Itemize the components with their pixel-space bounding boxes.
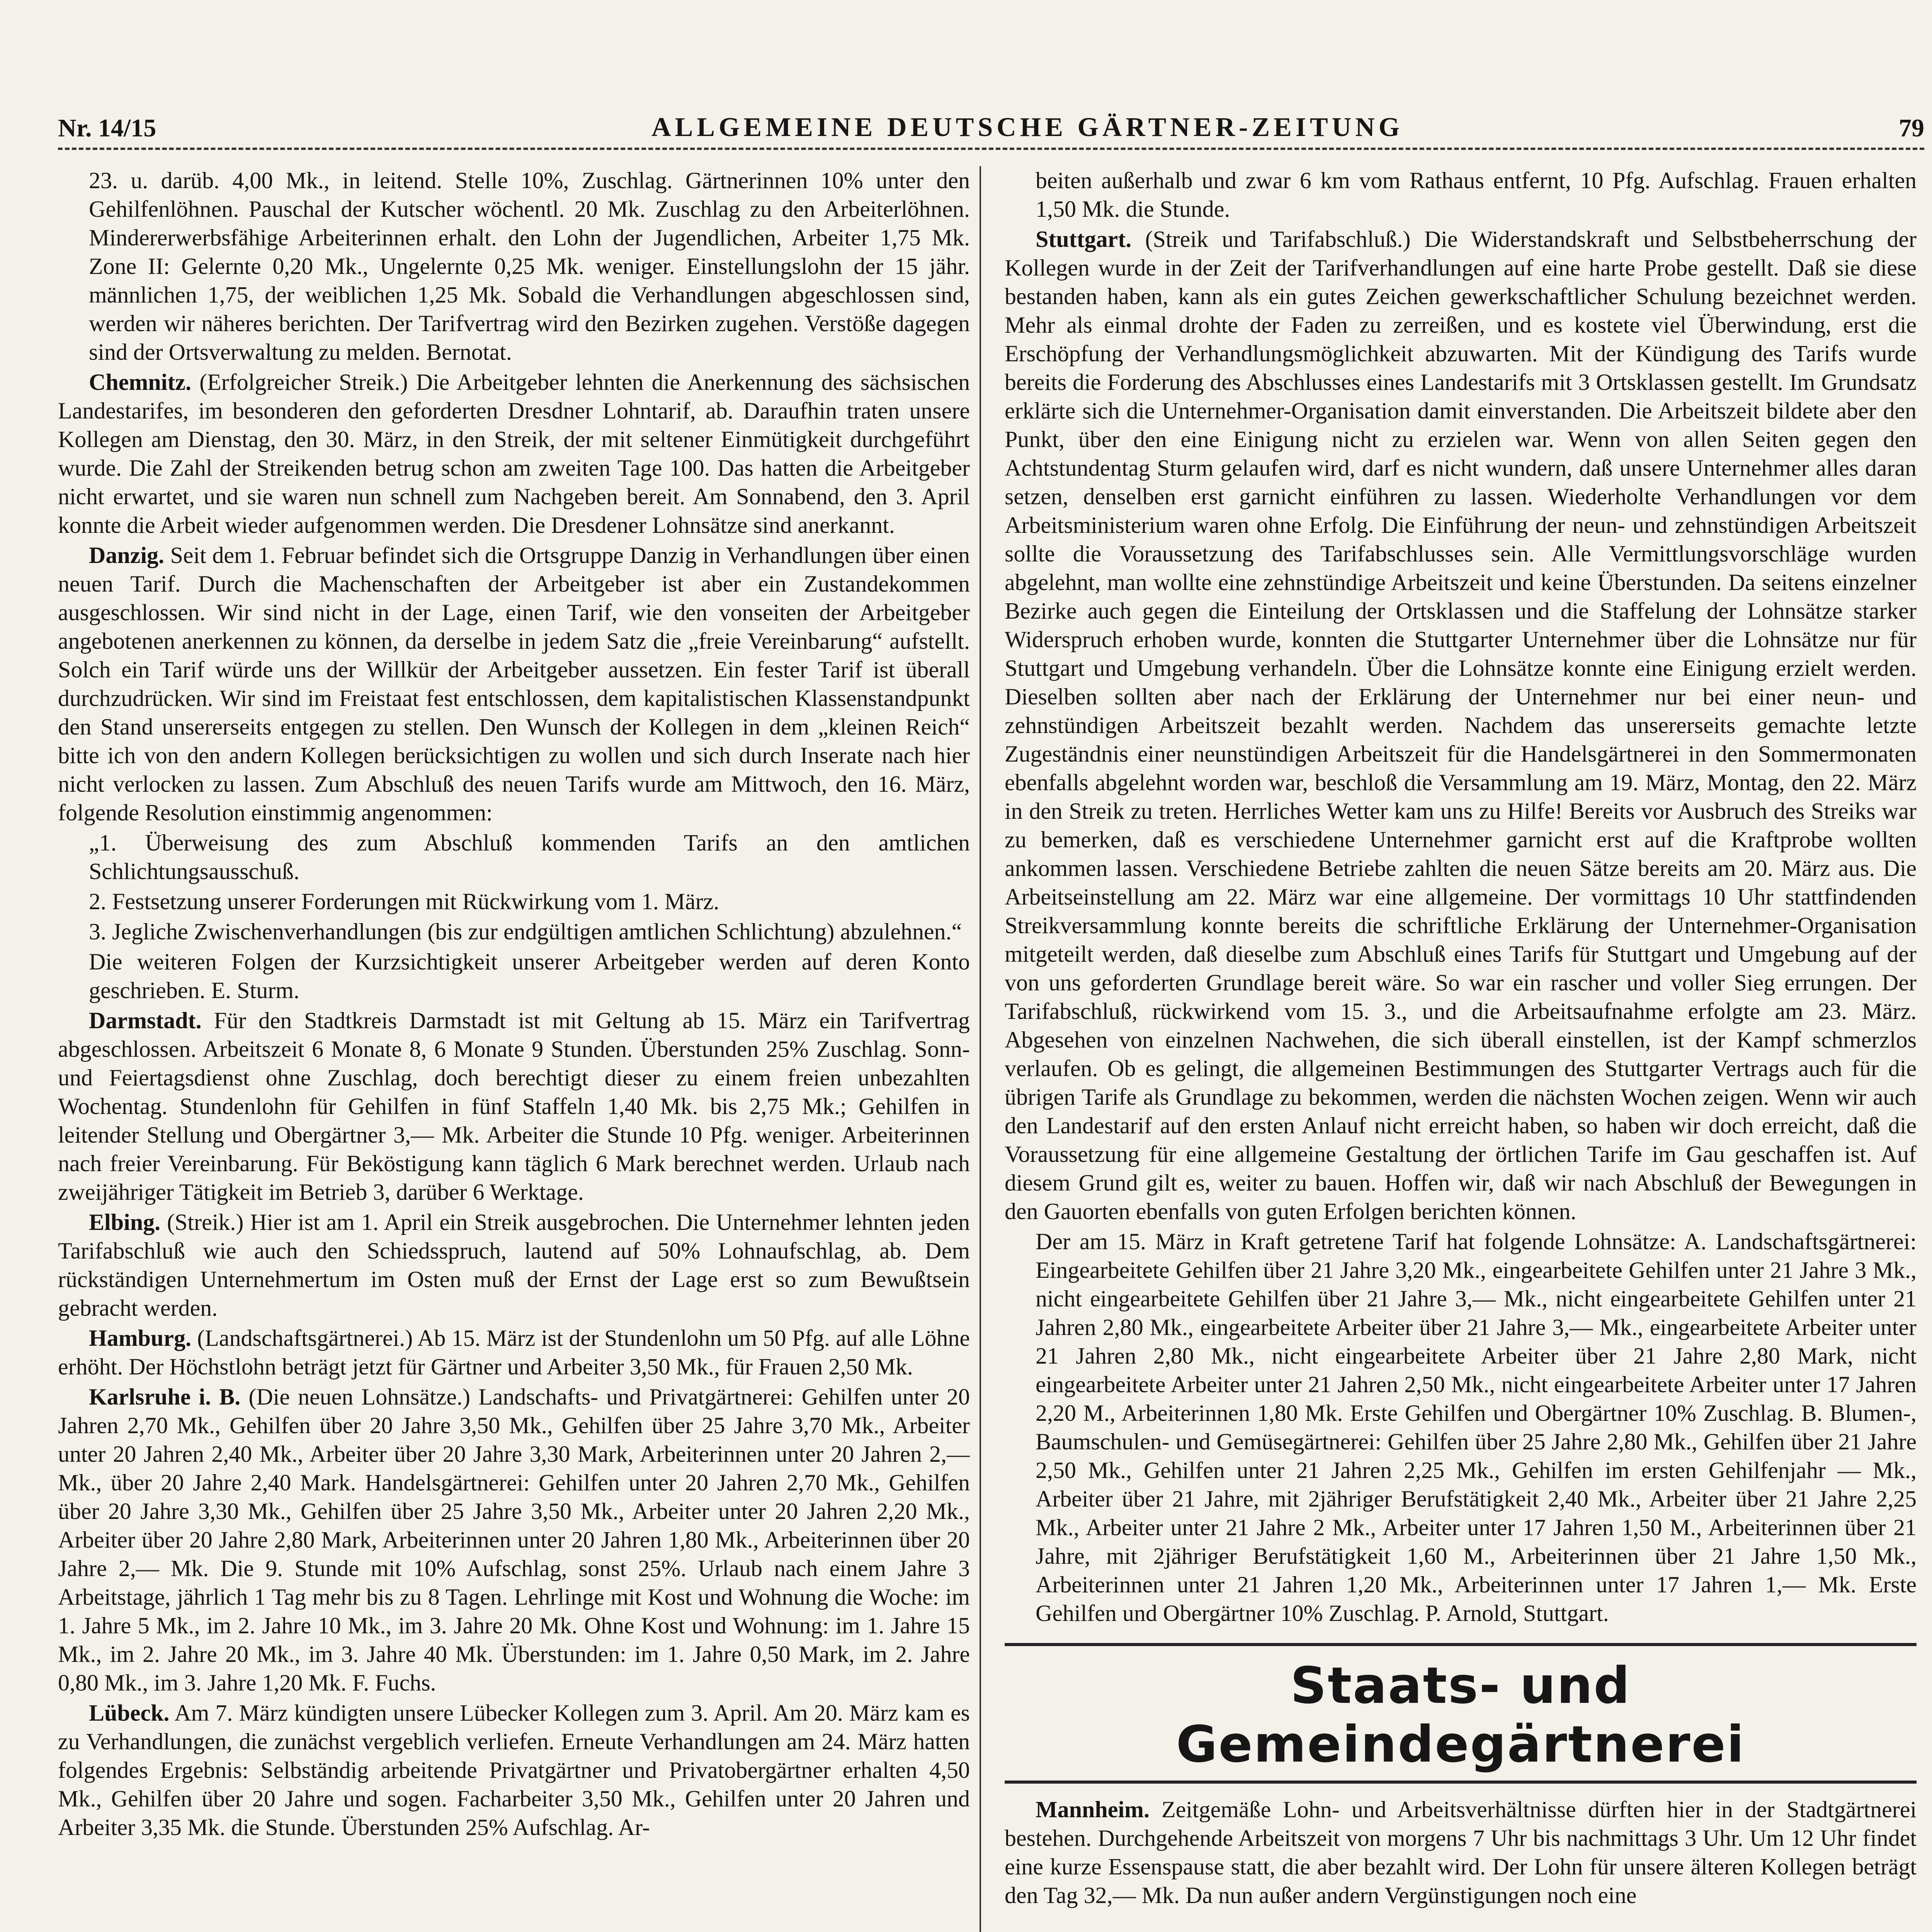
section-articles (1005, 1795, 1917, 1910)
article-location-heading: Stuttgart. (1036, 226, 1132, 252)
article-text: Zeitgemäße Lohn- und Arbeitsverhältnisse dürften hier in der Stadtgärtnerei bestehen. Durchgehende Arbeitszeit von morgens 7 Uhr bis nachmittags 3 Uhr. Um 12 Uhr findet eine kurze Essenspause statt, die aber bezahlt wird. Der Lohn für unsere älteren Kollegen beträgt den Tag 32,— Mk. Da nun außer andern Vergünstigungen noch eine (1005, 1797, 1917, 1908)
article-paragraph (1005, 225, 1917, 1226)
article-location-heading: Chemnitz. (89, 369, 191, 395)
article-paragraph (1005, 1227, 1917, 1628)
article-location-heading: Lübeck. (89, 1700, 170, 1726)
article-text: (Streik und Tarifabschluß.) Die Widerstandskraft und Selbstbeherrschung der Kollegen wurde in der Zeit der Tarifverhandlungen auf eine harte Probe gestellt. Daß sie diese bestanden haben, kann als ein gutes Zeichen gewerkschaftlicher Schulung bezeichnet werden. Mehr als einmal drohte der Faden zu zerreißen, und es kostete viel Überwindung, erst die Erschöpfung der Verhandlungsmöglichkeit abzuwarten. Mit der Kündigung des Tarifs wurde bereits die Forderung des Abschlusses eines Landestarifs mit 3 Ortsklassen gestellt. Im Grundsatz erklärte sich die Unternehmer-Organisation damit einverstanden. Die Arbeitszeit bildete aber den Punkt, über den eine Einigung nicht zu erzielen war. Wenn von allen Seiten gegen den Achtstundentag Sturm gelaufen wird, darf es nicht wundern, daß unsere Unternehmer alles daran setzen, denselben erst garnicht einführen zu lassen. Wiederholte Verhandlungen vor dem Arbeitsministerium waren ohne Erfolg. Die Einführung der neun- und zehnstündigen Arbeitszeit sollte die Voraussetzung des Tarifabschlusses sein. Alle Vermittlungsvorschläge wurden abgelehnt, man wollte eine zehnstündige Arbeitszeit und keine Überstunden. Da seitens einzelner Bezirke auch gegen die Einteilung der Ortsklassen und die Staffelung der Lohnsätze starker Widerspruch erhoben wurde, konnten die Stuttgarter Unternehmer über die Lohnsätze nur für Stuttgart und Umgebung verhandeln. Über die Lohnsätze konnte eine Einigung erzielt werden. Dieselben sollten aber nach der Erklärung der Unternehmer nur bei einer neun- und zehnstündigen Arbeitszeit bezahlt werden. Nachdem das unsererseits gemachte letzte Zugeständnis einer neunstündigen Arbeitszeit für die Handelsgärtnerei in den Sommermonaten ebenfalls abgelehnt worden war, beschloß die Versammlung am 19. März, Montag, den 22. März in den Streik zu treten. Herrliches Wetter kam uns zu Hilfe! Bereits vor Ausbruch des Streiks war zu bemerken, daß es verschiedene Unternehmer garnicht erst auf die Kraftprobe wollten ankommen lassen. Verschiedene Betriebe zahlten die neuen Sätze bereits am 20. März aus. Die Arbeitseinstellung am 22. März war eine allgemeine. Der vormittags 10 Uhr stattfindenden Streikversammlung konnte bereits die schriftliche Erklärung der Unternehmer-Organisation mitgeteilt werden, daß dieselbe zum Abschluß eines Tarifs für Stuttgart und Umgebung auf der von uns geforderten Grundlage bereit wäre. So war ein rascher und voller Sieg errungen. Der Tarifabschluß, rückwirkend vom 15. 3., und die Arbeitsaufnahme erfolgte am 23. März. Abgesehen von einzelnen Nachwehen, die sich überall einstellen, ist der Kampf schmerzlos verlaufen. Ob es gelingt, die allgemeinen Bestimmungen des Stuttgarter Vertrags auch für die übrigen Tarife als Grundlage zu bekommen, werden die nächsten Wochen zeigen. Wenn wir auch den Landestarif auf den ersten Anlauf nicht erreicht haben, so haben wir doch erreicht, daß die Voraussetzung für eine allgemeine Gestaltung der örtlichen Tarife im Gau geschaffen ist. Auf diesem Grund gilt es, weiter zu bauen. Hoffen wir, daß wir nach Abschluß der Bewegungen in den Gauorten ebenfalls von guten Erfolgen berichten können. (1005, 226, 1917, 1224)
article-paragraph (58, 166, 970, 366)
article-location-heading: Danzig. (89, 543, 164, 568)
article-location-heading: Elbing. (89, 1209, 161, 1235)
article-paragraph (58, 1208, 970, 1322)
article-text: Für den Stadtkreis Darmstadt ist mit Geltung ab 15. März ein Tarifvertrag abgeschlossen. Arbeitszeit 6 Monate 8, 6 Monate 9 Stunden. Überstunden 25% Zuschlag. Sonn- und Feiertagsdienst ohne Zuschlag, doch berechtigt dieser zu einem freien unbezahlten Wochentag. Stundenlohn für Gehilfen in fünf Staffeln 1,40 Mk. bis 2,75 Mk.; Gehilfen in leitender Stellung und Obergärtner 3,— Mk. Arbeiter die Stunde 10 Pfg. weniger. Arbeiterinnen nach freier Vereinbarung. Für Beköstigung kann täglich 6 Mark berechnet werden. Urlaub nach zweijähriger Tätigkeit im Betrieb 3, darüber 6 Werktage. (58, 1008, 970, 1205)
article-text: Am 7. März kündigten unsere Lübecker Kollegen zum 3. April. Am 20. März kam es zu Verhandlungen, die zunächst vergeblich verliefen. Erneute Verhandlungen am 24. März hatten folgendes Ergebnis: Selbständig arbeitende Privatgärtner und Privatobergärtner erhalten 4,50 Mk., Gehilfen über 20 Jahre und sogen. Facharbeiter 3,50 Mk., Gehilfen unter 20 Jahren und Arbeiter 3,35 Mk. die Stunde. Überstunden 25% Aufschlag. Ar- (58, 1700, 970, 1840)
article-location-heading: Mannheim. (1036, 1797, 1150, 1822)
issue-number: Nr. 14/15 (58, 114, 156, 142)
article-text: 3. Jegliche Zwischenverhandlungen (bis zur endgültigen amtlichen Schlichtung) abzulehnen.“ (89, 919, 962, 944)
article-text: Der am 15. März in Kraft getretene Tarif hat folgende Lohnsätze: A. Landschaftsgärtnerei: Eingearbeitete Gehilfen über 21 Jahre 3,20 Mk., eingearbeitete Gehilfen unter 21 Jahre 3 Mk., nicht eingearbeitete Gehilfen über 21 Jahre 3,— Mk., nicht eingearbeitete Gehilfen unter 21 Jahren 2,80 Mk., eingearbeitete Arbeiter über 21 Jahre 3,— Mk., eingearbeitete Arbeiter unter 21 Jahren 2,80 Mk., nicht eingearbeitete Arbeiter über 21 Jahre 2,80 Mark, nicht eingearbeitete Arbeiter unter 21 Jahren 2,50 Mk., nicht eingearbeitete Arbeiter unter 17 Jahren 2,20 M., Arbeiterinnen 1,80 Mk. Erste Gehilfen und Obergärtner 10% Zuschlag. B. Blumen-, Baumschulen- und Gemüsegärtnerei: Gehilfen über 25 Jahre 2,80 Mk., Gehilfen über 21 Jahre 2,50 Mk., Gehilfen unter 21 Jahren 2,25 Mk., Gehilfen im ersten Gehilfenjahr — Mk., Arbeiter über 21 Jahre, mit 2jähriger Berufstätigkeit 2,40 Mk., Arbeiter über 21 Jahre 2,25 Mk., Arbeiter unter 21 Jahre 2 Mk., Arbeiter unter 17 Jahren 1,50 M., Arbeiterinnen über 21 Jahre, mit 2jähriger Berufstätigkeit 1,60 M., Arbeiterinnen über 21 Jahre 1,50 Mk., Arbeiterinnen unter 21 Jahren 1,20 Mk., Arbeiterinnen unter 17 Jahren 1,— Mk. Erste Gehilfen und Obergärtner 10% Zuschlag. P. Arnold, Stuttgart. (1036, 1229, 1917, 1626)
newspaper-title: ALLGEMEINE DEUTSCHE GÄRTNER-ZEITUNG (651, 112, 1404, 142)
article-text: (Erfolgreicher Streik.) Die Arbeitgeber lehnten die Anerkennung des sächsischen Landestarifes, im besonderen den geforderten Dresdner Lohntarif, ab. Daraufhin traten unsere Kollegen am Dienstag, den 30. März, in den Streik, der mit seltener Einmütigkeit durchgeführt wurde. Die Zahl der Streikenden betrug schon am zweiten Tage 100. Das hatten die Arbeitgeber nicht erwartet, und sie waren nun schnell zum Nachgeben bereit. Am Sonnabend, den 3. April konnte die Arbeit wieder aufgenommen werden. Die Dresdener Lohnsätze sind anerkannt. (58, 369, 970, 538)
article-text: Die weiteren Folgen der Kurzsichtigkeit unserer Arbeitgeber werden auf deren Konto geschrieben. E. Sturm. (89, 949, 970, 1003)
article-paragraph (58, 1324, 970, 1381)
article-paragraph (58, 541, 970, 827)
article-paragraph (58, 887, 970, 916)
section-heading: Staats- und Gemeindegärtnerei (1005, 1643, 1917, 1784)
article-text: „1. Überweisung des zum Abschluß kommenden Tarifs an den amtlichen Schlichtungsausschuß. (89, 830, 970, 884)
article-paragraph (58, 947, 970, 1005)
left-column (58, 166, 970, 1932)
column-divider (980, 166, 981, 1932)
article-paragraph (58, 917, 970, 946)
article-paragraph (58, 1699, 970, 1842)
article-text: 23. u. darüb. 4,00 Mk., in leitend. Stelle 10%, Zuschlag. Gärtnerinnen 10% unter den Gehilfenlöhnen. Pauschal der Kutscher wöchentl. 20 Mk. Zuschlag zu den Arbeiterlöhnen. Mindererwerbsfähige Arbeiterinnen erhalt. den Lohn der Jugendlichen, Arbeiter 1,75 Mk. Zone II: Gelernte 0,20 Mk., Ungelernte 0,25 Mk. weniger. Einstellungslohn der 15 jähr. männlichen 1,75, der weiblichen 1,25 Mk. Sobald die Verhandlungen abgeschlossen sind, werden wir näheres berichten. Der Tarifvertrag wird den Bezirken zugehen. Verstöße dagegen sind der Ortsverwaltung zu melden. Bernotat. (89, 168, 970, 365)
article-text: beiten außerhalb und zwar 6 km vom Rathaus entfernt, 10 Pfg. Aufschlag. Frauen erhalten 1,50 Mk. die Stunde. (1036, 168, 1917, 222)
article-location-heading: Karlsruhe i. B. (89, 1384, 241, 1410)
article-text: 2. Festsetzung unserer Forderungen mit Rückwirkung vom 1. März. (89, 889, 719, 914)
right-column (1005, 166, 1917, 1932)
article-location-heading: Hamburg. (89, 1325, 192, 1351)
article-paragraph (58, 368, 970, 539)
article-text: (Streik.) Hier ist am 1. April ein Streik ausgebrochen. Die Unternehmer lehnten jeden Tarifabschluß wie auch den Schiedsspruch, lautend auf 50% Lohnaufschlag, ab. Dem rückständigen Unternehmertum im Osten muß der Ernst der Lage erst so zum Bewußtsein gebracht werden. (58, 1209, 970, 1321)
right-column-articles (1005, 166, 1917, 1628)
article-paragraph (1005, 166, 1917, 223)
page-header (58, 100, 1924, 150)
article-location-heading: Darmstadt. (89, 1008, 202, 1033)
article-paragraph (1005, 1795, 1917, 1910)
article-text: (Die neuen Lohnsätze.) Landschafts- und Privatgärtnerei: Gehilfen unter 20 Jahren 2,70 Mk., Gehilfen über 20 Jahre 3,50 Mk., Gehilfen über 25 Jahre 3,70 Mk., Arbeiter unter 20 Jahren 2,40 Mk., Arbeiter über 20 Jahre 3,30 Mark, Arbeiterinnen unter 20 Jahren 2,— Mk., über 20 Jahre 2,40 Mark. Handelsgärtnerei: Gehilfen unter 20 Jahren 2,70 Mk., Gehilfen über 20 Jahre 3,30 Mk., Gehilfen über 25 Jahre 3,50 Mk., Arbeiter unter 20 Jahren 2,20 Mk., Arbeiter über 20 Jahre 2,80 Mark, Arbeiterinnen unter 20 Jahren 1,80 Mk., Arbeiterinnen über 20 Jahre 2,— Mk. Die 9. Stunde mit 10% Aufschlag, sonst 25%. Urlaub nach einem Jahre 3 Arbeitstage, jährlich 1 Tag mehr bis zu 8 Tagen. Lehrlinge mit Kost und Wohnung die Woche: im 1. Jahre 5 Mk., im 2. Jahre 10 Mk., im 3. Jahre 20 Mk. Ohne Kost und Wohnung: im 1. Jahre 15 Mk., im 2. Jahre 20 Mk., im 3. Jahre 40 Mk. Überstunden: im 1. Jahre 0,50 Mark, im 2. Jahre 0,80 Mk., im 3. Jahre 1,20 Mk. F. Fuchs. (58, 1384, 970, 1696)
article-paragraph (58, 1383, 970, 1697)
article-paragraph (58, 828, 970, 886)
article-text: Seit dem 1. Februar befindet sich die Ortsgruppe Danzig in Verhandlungen über einen neuen Tarif. Durch die Machenschaften der Arbeitgeber ist aber ein Zustandekommen ausgeschlossen. Wir sind nicht in der Lage, einen Tarif, wie den vonseiten der Arbeitgeber angebotenen anerkennen zu können, da derselbe in jedem Satz die „freie Vereinbarung“ aufstellt. Solch ein Tarif würde uns der Willkür der Arbeitgeber aussetzen. Ein fester Tarif ist überall durchzudrücken. Wir sind im Freistaat fest entschlossen, dem kapitalistischen Klassenstandpunkt den Stand unsererseits entgegen zu stellen. Den Wunsch der Kollegen in dem „kleinen Reich“ bitte ich von den andern Kollegen berücksichtigen zu wollen und sich durch Inserate nach hier nicht verlocken zu lassen. Zum Abschluß des neuen Tarifs wurde am Mittwoch, den 16. März, folgende Resolution einstimmig angenommen: (58, 543, 970, 825)
article-text: (Landschaftsgärtnerei.) Ab 15. März ist der Stundenlohn um 50 Pfg. auf alle Löhne erhöht. Der Höchstlohn beträgt jetzt für Gärtner und Arbeiter 3,50 Mk., für Frauen 2,50 Mk. (58, 1325, 970, 1379)
page-number: 79 (1898, 114, 1924, 142)
article-paragraph (58, 1006, 970, 1206)
